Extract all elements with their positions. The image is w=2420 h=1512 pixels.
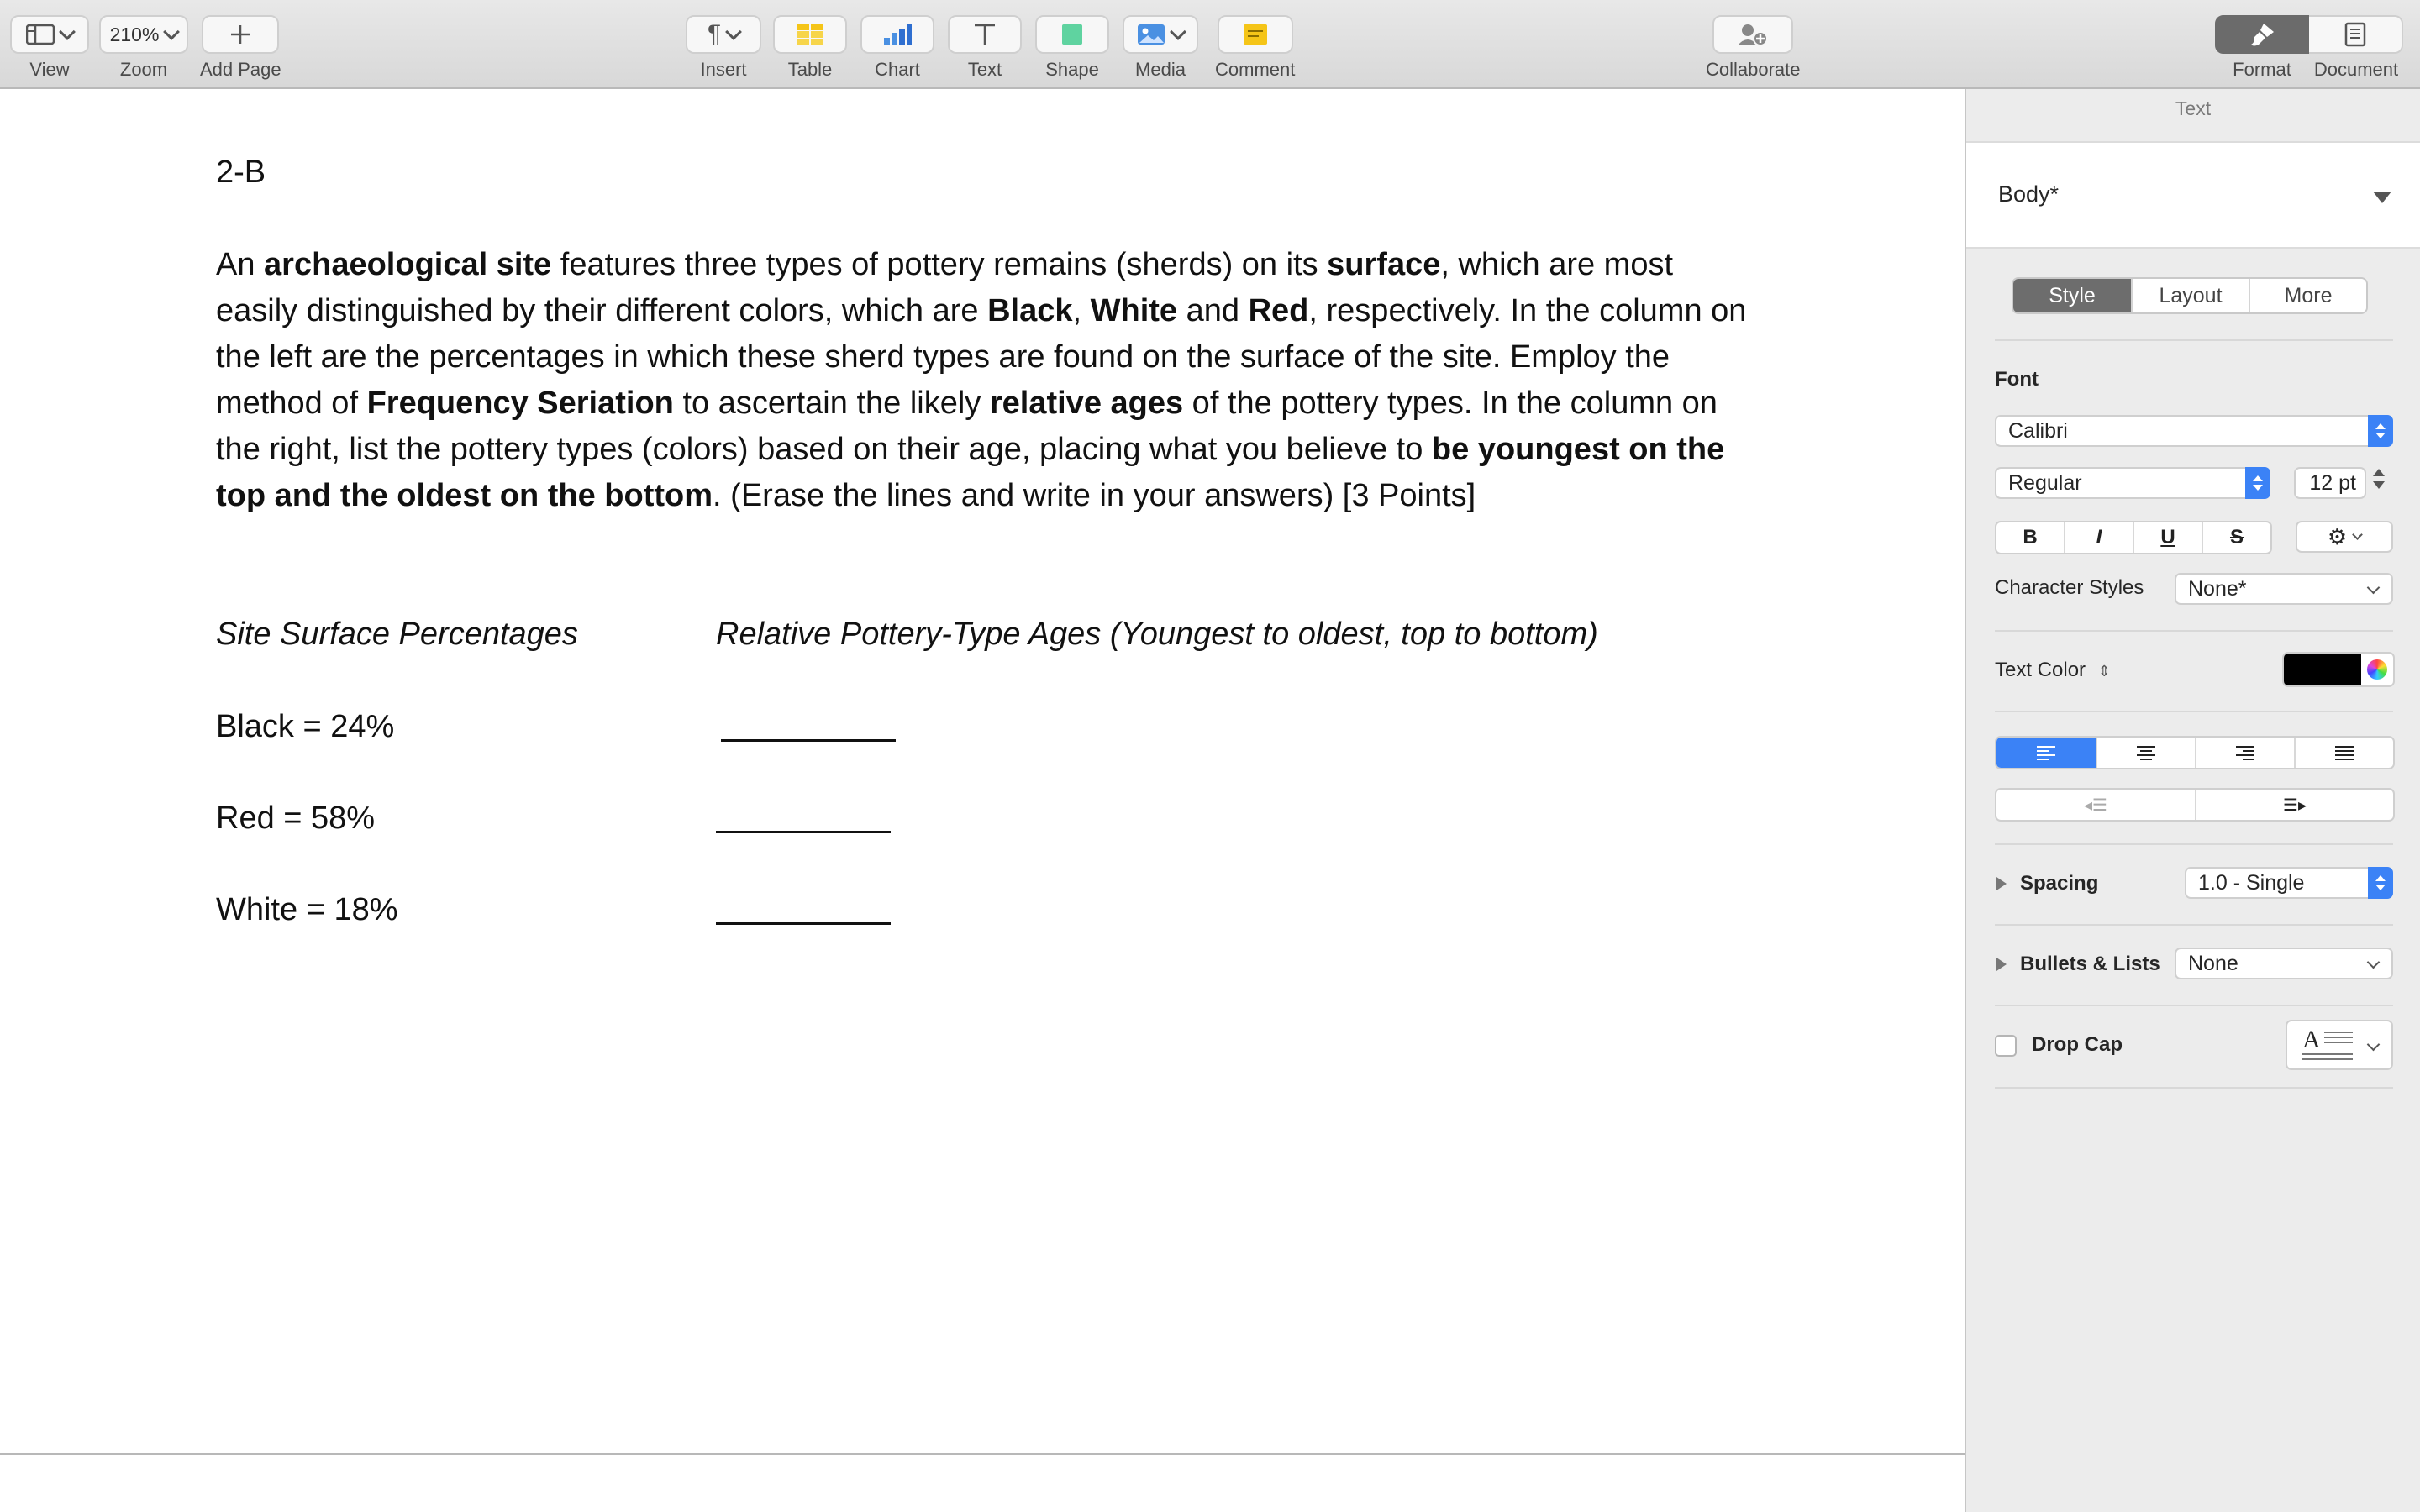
tab-style[interactable]: Style [2013,279,2131,312]
font-typeface-select[interactable] [1995,467,2270,499]
disclosure-triangle-icon[interactable] [1996,877,2007,890]
align-center-button[interactable] [2096,738,2195,768]
align-right-icon [2236,746,2254,760]
drop-cap-checkbox[interactable] [1995,1035,2017,1057]
text-run: to ascertain the likely [673,386,990,421]
alignment-buttons [1995,736,2395,769]
answer-blank[interactable] [716,795,891,833]
shape-icon [1060,23,1084,46]
text-label: Text [967,59,1002,80]
text-control [948,15,1022,81]
comment-icon [1242,23,1269,46]
inspector-tabs [2012,277,2368,314]
strikethrough-button[interactable]: S [2202,522,2270,553]
chevron-down-icon [2367,956,2381,969]
question-paragraph [216,242,1754,519]
answer-blank[interactable] [716,887,891,925]
divider [1995,1005,2393,1006]
answer-row [216,704,1754,750]
plus-icon [229,24,251,45]
collaborate-control [1706,15,1801,81]
bold-run: Black [987,293,1073,328]
drop-cap-style-select[interactable] [2286,1020,2393,1070]
outdent-icon: ◂☰ [2084,795,2107,815]
media-button[interactable] [1123,15,1198,54]
spacing-select[interactable] [2185,867,2393,899]
sidebar-icon [26,24,55,45]
text-box-icon [972,23,997,46]
collaborate-label: Collaborate [1706,59,1801,80]
view-label: View [29,59,70,80]
bold-run: White [1090,293,1178,328]
collaborate-button[interactable] [1712,15,1793,54]
chevron-down-icon [725,24,742,40]
format-inspector [1965,89,2420,1512]
font-typeface-value: Regular [2008,470,2082,495]
add-page-control [200,15,281,81]
text-run: , which are most easily distinguished by their different colors, which are [216,247,1674,328]
character-styles-select[interactable] [2175,573,2393,605]
answer-row [216,795,1754,842]
answer-blank[interactable] [721,704,896,742]
color-wheel-button[interactable] [2361,654,2393,685]
bold-run: Red [1248,293,1309,328]
drop-cap-label: Drop Cap [2032,1033,2123,1056]
toolbar [0,0,2420,89]
bold-run: Frequency Seriation [366,386,674,421]
format-button[interactable] [2215,15,2309,54]
chevron-down-icon [1170,24,1186,40]
text-run: , [1072,293,1091,328]
chart-control [860,15,934,81]
document-canvas[interactable] [0,89,1965,1512]
paintbrush-icon [2249,22,2275,47]
stepper-down-icon[interactable] [2373,481,2385,489]
column-headers [216,612,1754,658]
font-family-value: Calibri [2008,418,2068,443]
insert-label: Insert [700,59,747,80]
decrease-indent-button[interactable] [1996,790,2195,820]
font-size-stepper[interactable] [2373,469,2385,489]
align-left-button[interactable] [1996,738,2096,768]
gear-icon: ⚙ [2327,523,2348,549]
text-style-buttons [1995,521,2272,554]
text-run: , respectively. In the column on the left are the percentages in which these sherd types are found on the surface of the site. Employ the method of [216,293,1747,421]
percentage-label: Black = 24% [216,709,395,744]
comment-control [1215,15,1295,81]
divider [1995,843,2393,845]
bold-button[interactable]: B [2023,526,2038,549]
zoom-button[interactable] [99,15,188,54]
bold-run: surface [1327,247,1441,282]
percentage-label: White = 18% [216,892,398,927]
font-size-field[interactable] [2294,467,2366,499]
stepper-up-icon[interactable] [2373,469,2385,476]
drop-cap-preview-icon: A [2302,1030,2353,1060]
table-icon [796,23,824,46]
chevron-down-icon [59,24,76,40]
bold-run: be youngest on the top and the oldest on the bottom [216,432,1725,513]
right-column-header: Relative Pottery-Type Ages (Youngest to oldest, top to bottom) [716,617,1598,652]
divider [1995,1087,2393,1089]
justify-button[interactable] [2294,738,2393,768]
chevron-down-icon [2367,1038,2381,1052]
bullets-lists-label: Bullets & Lists [2020,953,2160,975]
text-color-label-text: Text Color [1995,659,2086,681]
pilcrow-icon: ¶ [707,20,722,48]
inspector-title: Text [2175,97,2212,119]
disclosure-down-icon[interactable] [2373,192,2391,203]
bar-chart-icon [882,23,913,46]
paragraph-style-name: Body* [1998,181,2060,207]
bullets-lists-select[interactable] [2175,948,2393,979]
color-wheel-icon [2367,659,2387,680]
character-styles-label: Character Styles [1995,576,2144,599]
tab-layout[interactable]: Layout [2131,279,2249,312]
text-color-label [1995,659,2111,682]
format-label: Format [2233,59,2291,80]
insert-button[interactable] [686,15,761,54]
indent-icon: ☰▸ [2283,795,2307,815]
view-control [10,15,89,81]
popup-arrows-icon [2368,415,2393,447]
left-column-header: Site Surface Percentages [216,617,578,652]
table-label: Table [787,59,833,80]
align-center-icon [2137,746,2155,760]
collaborate-icon [1736,22,1770,47]
divider [1995,924,2393,926]
zoom-control [99,15,188,81]
divider [1995,630,2393,632]
bold-run: archaeological site [264,247,552,282]
photo-icon [1137,23,1165,46]
tab-more[interactable]: More [2249,279,2366,312]
question-heading: 2-B [216,155,266,190]
increase-indent-button[interactable] [2195,790,2393,820]
page-boundary [0,1453,1965,1455]
media-control [1123,15,1198,81]
font-size-value: 12 pt [2309,470,2356,495]
italic-button[interactable]: I [2064,522,2133,553]
add-page-button[interactable] [202,15,279,54]
chart-label: Chart [875,59,920,80]
shape-label: Shape [1045,59,1099,80]
text-run: An [216,247,265,282]
up-down-arrows-icon[interactable]: ⇕ [2097,663,2111,680]
character-styles-value: None* [2188,576,2247,601]
underline-button[interactable]: U [2133,522,2202,553]
inspector-switcher [2215,15,2403,81]
disclosure-triangle-icon[interactable] [1996,958,2007,971]
spacing-value: 1.0 - Single [2198,870,2305,895]
answer-row [216,887,1754,933]
divider [1995,339,2393,341]
document-body[interactable] [216,150,1754,979]
inspector-segment [2215,15,2403,54]
document-label: Document [2313,59,2399,80]
table-control [773,15,847,81]
text-options-button[interactable] [2296,521,2393,553]
bold-run: relative ages [989,386,1184,421]
zoom-value: 210% [109,23,160,45]
color-swatch[interactable] [2284,654,2361,685]
comment-button[interactable] [1218,15,1293,54]
shape-control [1035,15,1109,81]
chevron-down-icon [164,24,181,40]
text-run: . (Erase the lines and write in your answers) [3 Points] [713,478,1476,513]
popup-arrows-icon [2368,867,2393,899]
insert-control [686,15,761,81]
divider [1995,711,2393,712]
align-left-icon [2037,746,2055,760]
text-run: features three types of pottery remains (sherds) on its [551,247,1328,282]
align-right-button[interactable] [2195,738,2294,768]
paragraph-style-selector[interactable] [1966,141,2420,249]
chart-button[interactable] [860,15,934,54]
document-icon [2344,22,2366,47]
media-label: Media [1135,59,1186,80]
text-run: and [1177,293,1249,328]
indent-buttons [1995,788,2395,822]
table-button[interactable] [773,15,847,54]
chevron-down-icon [2352,529,2363,540]
bullets-lists-value: None [2188,951,2238,975]
shape-button[interactable] [1035,15,1109,54]
chevron-down-icon [2367,581,2381,595]
zoom-label: Zoom [119,59,168,80]
popup-arrows-icon [2245,467,2270,499]
view-button[interactable] [10,15,89,54]
spacing-label: Spacing [2020,872,2099,895]
text-color-well[interactable] [2282,652,2395,687]
justify-icon [2335,746,2354,760]
document-button[interactable] [2309,15,2403,54]
text-run: of the pottery types. In the column on the right, list the pottery types (colors) based on their age, placing what you believe to [216,386,1718,467]
comment-label: Comment [1215,59,1296,80]
add-page-label: Add Page [200,59,281,80]
font-family-select[interactable] [1995,415,2393,447]
text-button[interactable] [948,15,1022,54]
font-section-label: Font [1995,368,2039,391]
percentage-label: Red = 58% [216,801,376,836]
